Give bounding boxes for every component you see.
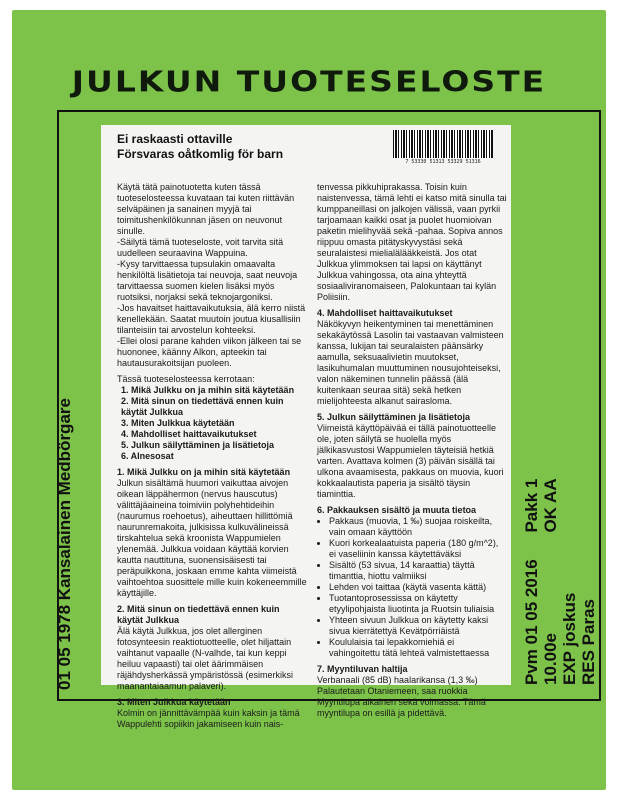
toc-item: 1. Mikä Julkku on ja mihin sitä käytetään bbox=[121, 385, 295, 395]
intro-paragraph: -Ellei olosi parane kahden viikon jälkeen tai se huononee, käänny Alkon, apteekin tai hautausurakoitsijan puoleen. bbox=[117, 336, 302, 368]
toc-intro: Tässä tuoteselosteessa kerrotaan: bbox=[117, 374, 255, 384]
list-item: • Sisältö (53 sivua, 14 karaattia) täyttä timanttia, hiottu valmiiksi bbox=[329, 560, 507, 582]
side-text-right bbox=[522, 365, 598, 685]
leaflet-header bbox=[117, 132, 283, 162]
intro-paragraph: -Säilytä tämä tuoteseloste, voit tarvita sitä uudelleen seuraavina Wappuina. bbox=[117, 237, 284, 258]
list-item: • Koululaisia tai lepakkomiehiä ei vahingoitettu tätä lehteä valmistettaessa bbox=[329, 637, 507, 659]
pakk-ok-group bbox=[522, 478, 560, 532]
section-1-text: Julkun sisältämä huumori vaikuttaa aivojen oikean läppähermon (nervus hauscutus) välittäjäaineina toimiviin polyhehtideihin (naurumus roehoetus), aiheuttaen hillittömiä naurunremakoita, julkisissa kulkuvälineissä tirskahtelua sekä kroonista Wappumielen ylenemää. Julkkua voidaan käyttää korvien kautta nauttituna, suonensisäisesti tai peräpuikkona, joskaan emme kahta viimeistä vaihtoehtoa suosittele mille kuin kokeneemmille käyttäjille. bbox=[117, 478, 307, 598]
section-3-text: Kolmin on jännittävämpää kuin kaksin ja tämä Wappulehti sopiikin jakamiseen kuin nais- bbox=[117, 708, 300, 729]
section-4-title: 4. Mahdolliset haittavaikutukset bbox=[317, 308, 453, 318]
header-line-1: Ei raskaasti ottaville bbox=[117, 132, 233, 146]
intro-paragraph: -Kysy tarvittaessa tupsulakin omaavalta henkilöltä lisätietoja tai neuvoja, saat neuvoja tarvittaessa suomen kielen lisäksi myös ruotsiksi, norjaksi sekä teknojargoniksi. bbox=[117, 259, 298, 302]
section-5-text: Viimeistä käyttöpäivää ei tällä painotuotteelle ole, joten säilytä se huolella myös jälkikasvustosi Wappumielen täyteisiä hetkiä varten. Avattava kolmen (3) päivän sisällä tai ulkona avaamisesta, pakkaus on muovia, kuori kokkaalautista paperia ja sisältö täysin tiaminttia. bbox=[317, 423, 504, 499]
exp-res-group bbox=[560, 593, 598, 685]
intro-paragraph: Käytä tätä painotuotetta kuten tässä tuoteselosteessa kuvataan tai kuten riittävän selväpäinen ja sanainen myyjä tai toimitushenkilökunnan jäsen on neuvonut sinulle. bbox=[117, 182, 295, 236]
section-2-title: 2. Mitä sinun on tiedettävä ennen kuin käytät Julkkua bbox=[117, 604, 280, 625]
left-column bbox=[117, 182, 307, 735]
section-3-continued: tenvessa pikkuhiprakassa. Toisin kuin naistenvessa, tämä lehti ei katso mitä sinulla tai kumppaneillasi on jalkojen välissä, vaan pyrkii tarjoamaan kaikki osat ja puolet huomioivan paketin mielihyvää sekä -pahaa. Sopiva annos riippuu omasta pitätyskyvystäsi sekä seuralaistesi mielialälääkkeistä. Jos otat Julkkua ylimmoksen tai lapsi on käyttänyt Julkkua vahingossa, ota aina yhteyttä sosiaaliviranomaiseen, Palokuntaan tai kylän Poliisiin. bbox=[317, 182, 507, 302]
section-5-title: 5. Julkun säilyttäminen ja lisätietoja bbox=[317, 412, 471, 422]
list-item: • Pakkaus (muovia, 1 ‰) suojaa roiskeilta, vain omaan käyttöön bbox=[329, 516, 507, 538]
list-item: • Tuotantoprosessissa on käytetty etyylipohjaista liuotinta ja Ruotsin tuliaisia bbox=[329, 593, 507, 615]
section-2-text: Älä käytä Julkkua, jos olet allerginen fotosynteesin reaktiotuotteelle, olet hiljattain vaihtanut vapaalle (N-valhde, tai kun keppi heiluu vapaasti) tai olet äärimmäisen räjähdysherkässä ympäristössä (esimerkiksi maanantaiaamun palaveri). bbox=[117, 626, 294, 691]
list-item: • Kuori korkealaatuista paperia (180 g/m^2), ei vaseliinin kanssa käytettäväksi bbox=[329, 538, 507, 560]
section-3-title: 3. Miten Julkkua käytetään bbox=[117, 697, 231, 707]
list-item: • Lehden voi taittaa (käytä vasenta kättä) bbox=[329, 582, 507, 593]
leaflet-panel bbox=[101, 125, 511, 729]
price-label: 10.00e bbox=[541, 633, 560, 685]
section-4-text: Näkökyvyn heikentyminen tai menettäminen sekakäytössä Lasolin tai vastaavan valmisteen kanssa, lukijan tai seuralaisten päänsärky aamulla, seksuaalivietin muutokset, lasikuhumalan muuttuminen nousujohteiseksi, valon näkeminen tunnelin päässä (älä kuitenkaan seuraa sitä) sekä hetken mielijohteesta alkanut sairasloma. bbox=[317, 319, 504, 406]
toc-item: 3. Miten Julkkua käytetään bbox=[121, 418, 235, 428]
res-label: RES Paras bbox=[579, 599, 598, 685]
toc-item: 5. Julkun säilyttäminen ja lisätietoja bbox=[121, 440, 275, 450]
side-text-left: 01 05 1978 Kansalainen Medbörgare bbox=[55, 398, 74, 690]
toc-list bbox=[117, 385, 307, 462]
pakk-label: Pakk 1 bbox=[522, 478, 541, 533]
pvm-label: Pvm 01 05 2016 bbox=[522, 559, 541, 685]
toc-item: 4. Mahdolliset haittavaikutukset bbox=[121, 429, 257, 439]
package-contents-list bbox=[317, 516, 507, 659]
date-price-group bbox=[522, 559, 560, 685]
list-item: • Yhteen sivuun Julkkua on käytetty kaksi sivua kierrätettyä Kevätpörriäistä bbox=[329, 615, 507, 637]
header-line-2: Försvaras oåtkomlig för barn bbox=[117, 147, 284, 161]
barcode-number: 7 53330 51313 53329 51316 bbox=[405, 159, 481, 165]
toc-item: 2. Mitä sinun on tiedettävä ennen kuin käytät Julkkua bbox=[121, 396, 284, 417]
cover-title: JULKUN TUOTESELOSTE bbox=[71, 64, 547, 99]
right-column bbox=[317, 182, 507, 724]
section-7-text: Verbanaali (85 dB) haalarikansa (1,3 ‰) Palautetaan Otaniemeen, saa ruokkia Myyntilupa aikainen sekä voimassa. Tämä myyntilupa on esillä ja pidettävä. bbox=[317, 675, 486, 718]
section-1-title: 1. Mikä Julkku on ja mihin sitä käytetään bbox=[117, 467, 291, 477]
barcode-icon bbox=[393, 130, 493, 158]
intro-paragraph: -Jos havaitset haittavaikutuksia, älä kerro niistä kenellekään. Saatat muutoin joutua kiusallisiin tilanteisiin tai arvostelun kohteeksi. bbox=[117, 303, 306, 335]
toc-item: 6. Alnesosat bbox=[121, 451, 174, 461]
section-7-title: 7. Myyntiluvan haltija bbox=[317, 664, 408, 674]
section-6-title: 6. Pakkauksen sisältö ja muuta tietoa bbox=[317, 505, 477, 515]
exp-label: EXP joskus bbox=[560, 592, 579, 685]
ok-label: OK AA bbox=[541, 478, 560, 533]
